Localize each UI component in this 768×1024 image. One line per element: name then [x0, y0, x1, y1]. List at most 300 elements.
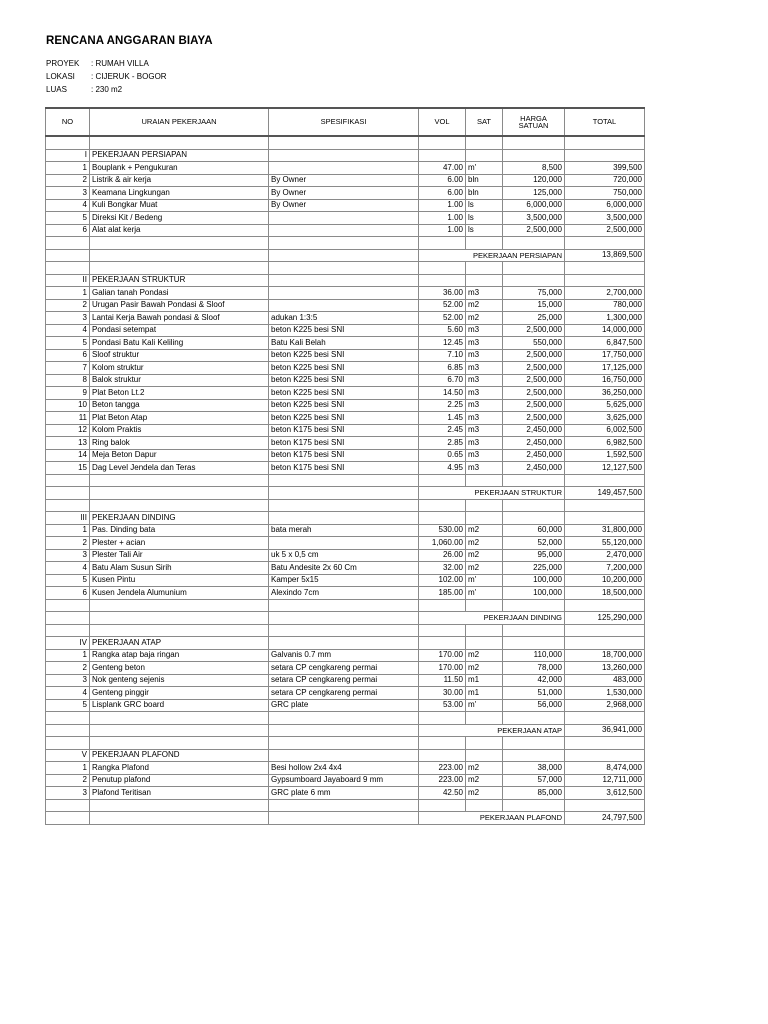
item-volume: 30.00 [419, 687, 466, 700]
item-number: 2 [46, 299, 90, 312]
item-description: Ring balok [90, 437, 269, 450]
empty-cell [503, 749, 565, 762]
section-number: V [46, 749, 90, 762]
item-total: 6,847,500 [565, 337, 645, 350]
item-specification [269, 162, 419, 175]
empty-cell [503, 499, 565, 512]
item-number: 6 [46, 349, 90, 362]
empty-cell [46, 712, 90, 725]
table-row [46, 349, 645, 362]
item-specification: beton K225 besi SNI [269, 362, 419, 375]
item-total: 2,500,000 [565, 224, 645, 237]
project-info [46, 57, 167, 96]
empty-cell [269, 474, 419, 487]
empty-cell [466, 599, 503, 612]
item-number: 4 [46, 324, 90, 337]
item-description: Pondasi setempat [90, 324, 269, 337]
section-number: I [46, 149, 90, 162]
item-number: 13 [46, 437, 90, 450]
item-volume: 14.50 [419, 387, 466, 400]
item-number: 1 [46, 287, 90, 300]
item-number: 2 [46, 662, 90, 675]
empty-cell [90, 499, 269, 512]
item-unit-price: 2,450,000 [503, 437, 565, 450]
item-number: 7 [46, 362, 90, 375]
empty-cell [466, 737, 503, 750]
table-row [46, 399, 645, 412]
empty-cell [90, 712, 269, 725]
item-number: 4 [46, 687, 90, 700]
item-number: 3 [46, 187, 90, 200]
item-volume: 7.10 [419, 349, 466, 362]
item-specification: By Owner [269, 187, 419, 200]
blank-row [46, 262, 645, 275]
item-description: Lantai Kerja Bawah pondasi & Sloof [90, 312, 269, 325]
table-header [46, 108, 645, 136]
item-total: 3,500,000 [565, 212, 645, 225]
item-unit-price: 42,000 [503, 674, 565, 687]
item-description: Rangka Plafond [90, 762, 269, 775]
empty-cell [46, 624, 90, 637]
item-specification: setara CP cengkareng permai [269, 662, 419, 675]
empty-cell [419, 149, 466, 162]
item-total: 3,625,000 [565, 412, 645, 425]
item-total: 14,000,000 [565, 324, 645, 337]
section-header-row [46, 274, 645, 287]
empty-cell [269, 812, 419, 825]
project-label: PROYEK [46, 59, 80, 68]
item-unit-price: 6,000,000 [503, 199, 565, 212]
item-total: 31,800,000 [565, 524, 645, 537]
empty-cell [466, 149, 503, 162]
item-volume: 36.00 [419, 287, 466, 300]
empty-cell [46, 724, 90, 737]
item-description: Listrik & air kerja [90, 174, 269, 187]
empty-cell [466, 499, 503, 512]
item-unit: m3 [466, 412, 503, 425]
empty-cell [90, 237, 269, 250]
empty-cell [419, 274, 466, 287]
item-number: 4 [46, 199, 90, 212]
empty-cell [565, 149, 645, 162]
item-total: 12,127,500 [565, 462, 645, 475]
empty-cell [46, 737, 90, 750]
item-description: Kusen Pintu [90, 574, 269, 587]
item-volume: 1.00 [419, 199, 466, 212]
item-unit-price: 25,000 [503, 312, 565, 325]
empty-cell [90, 612, 269, 625]
section-title: PEKERJAAN PERSIAPAN [90, 149, 269, 162]
empty-cell [466, 262, 503, 275]
empty-cell [503, 512, 565, 525]
item-volume: 6.70 [419, 374, 466, 387]
item-total: 10,200,000 [565, 574, 645, 587]
table-row [46, 212, 645, 225]
empty-cell [46, 612, 90, 625]
item-volume: 1,060.00 [419, 537, 466, 550]
table-row [46, 699, 645, 712]
item-specification: beton K175 besi SNI [269, 424, 419, 437]
item-total: 13,260,000 [565, 662, 645, 675]
empty-cell [269, 274, 419, 287]
table-row [46, 649, 645, 662]
table-row [46, 387, 645, 400]
item-specification: Batu Kali Belah [269, 337, 419, 350]
empty-cell [269, 637, 419, 650]
document-title: RENCANA ANGGARAN BIAYA [46, 35, 213, 47]
blank-row [46, 624, 645, 637]
item-total: 399,500 [565, 162, 645, 175]
empty-cell [503, 624, 565, 637]
item-unit-price: 2,500,000 [503, 399, 565, 412]
empty-cell [419, 799, 466, 812]
empty-cell [565, 237, 645, 250]
item-unit: m3 [466, 362, 503, 375]
item-number: 11 [46, 412, 90, 425]
empty-cell [419, 262, 466, 275]
empty-cell [419, 624, 466, 637]
item-specification: beton K225 besi SNI [269, 387, 419, 400]
table-row [46, 362, 645, 375]
item-number: 14 [46, 449, 90, 462]
item-unit: bln [466, 187, 503, 200]
section-number: IV [46, 637, 90, 650]
empty-cell [466, 237, 503, 250]
subtotal-row [46, 724, 645, 737]
empty-cell [269, 712, 419, 725]
item-unit-price: 2,500,000 [503, 374, 565, 387]
item-unit-price: 225,000 [503, 562, 565, 575]
item-volume: 53.00 [419, 699, 466, 712]
empty-cell [466, 624, 503, 637]
empty-cell [565, 474, 645, 487]
subtotal-label: PEKERJAAN ATAP [419, 724, 565, 737]
empty-cell [46, 812, 90, 825]
item-unit-price: 2,450,000 [503, 462, 565, 475]
item-unit-price: 15,000 [503, 299, 565, 312]
empty-cell [565, 624, 645, 637]
empty-cell [419, 749, 466, 762]
item-number: 3 [46, 312, 90, 325]
empty-cell [46, 237, 90, 250]
empty-cell [466, 512, 503, 525]
empty-cell [419, 599, 466, 612]
item-number: 1 [46, 649, 90, 662]
item-unit: m3 [466, 337, 503, 350]
item-description: Kolom struktur [90, 362, 269, 375]
empty-cell [565, 637, 645, 650]
empty-cell [419, 237, 466, 250]
blank-row [46, 712, 645, 725]
item-unit-price: 95,000 [503, 549, 565, 562]
item-volume: 2.25 [419, 399, 466, 412]
blank-row [46, 499, 645, 512]
empty-cell [269, 136, 419, 149]
item-description: Dag Level Jendela dan Teras [90, 462, 269, 475]
item-unit-price: 2,500,000 [503, 412, 565, 425]
item-specification: Galvanis 0.7 mm [269, 649, 419, 662]
item-total: 750,000 [565, 187, 645, 200]
item-description: Alat alat kerja [90, 224, 269, 237]
item-unit: m2 [466, 787, 503, 800]
item-unit: m2 [466, 649, 503, 662]
empty-cell [503, 637, 565, 650]
blank-row [46, 474, 645, 487]
item-unit-price: 100,000 [503, 574, 565, 587]
item-unit-price: 125,000 [503, 187, 565, 200]
empty-cell [90, 624, 269, 637]
item-specification: beton K225 besi SNI [269, 324, 419, 337]
item-number: 15 [46, 462, 90, 475]
item-volume: 42.50 [419, 787, 466, 800]
item-specification: By Owner [269, 199, 419, 212]
table-body [46, 136, 645, 824]
subtotal-row [46, 612, 645, 625]
empty-cell [503, 737, 565, 750]
item-specification: beton K175 besi SNI [269, 462, 419, 475]
subtotal-value: 24,797,500 [565, 812, 645, 825]
item-specification: Besi hollow 2x4 4x4 [269, 762, 419, 775]
item-total: 1,592,500 [565, 449, 645, 462]
item-volume: 5.60 [419, 324, 466, 337]
location-label: LOKASI [46, 72, 75, 81]
item-description: Direksi Kit / Bedeng [90, 212, 269, 225]
item-volume: 223.00 [419, 774, 466, 787]
item-total: 7,200,000 [565, 562, 645, 575]
item-number: 3 [46, 787, 90, 800]
item-unit: m' [466, 587, 503, 600]
empty-cell [46, 487, 90, 500]
empty-cell [90, 262, 269, 275]
empty-cell [466, 637, 503, 650]
item-volume: 1.45 [419, 412, 466, 425]
section-header-row [46, 749, 645, 762]
blank-row [46, 136, 645, 149]
subtotal-value: 13,869,500 [565, 249, 645, 262]
section-title: PEKERJAAN DINDING [90, 512, 269, 525]
item-volume: 1.00 [419, 212, 466, 225]
empty-cell [466, 749, 503, 762]
item-volume: 52.00 [419, 312, 466, 325]
item-volume: 2.85 [419, 437, 466, 450]
item-unit: m3 [466, 462, 503, 475]
subtotal-row [46, 249, 645, 262]
table-row [46, 662, 645, 675]
subtotal-value: 149,457,500 [565, 487, 645, 500]
item-number: 2 [46, 774, 90, 787]
item-total: 55,120,000 [565, 537, 645, 550]
empty-cell [419, 474, 466, 487]
empty-cell [565, 274, 645, 287]
item-description: Beton tangga [90, 399, 269, 412]
item-description: Genteng beton [90, 662, 269, 675]
item-volume: 170.00 [419, 649, 466, 662]
item-specification: Batu Andesite 2x 60 Cm [269, 562, 419, 575]
item-volume: 4.95 [419, 462, 466, 475]
table-row [46, 324, 645, 337]
empty-cell [46, 599, 90, 612]
empty-cell [46, 262, 90, 275]
item-number: 10 [46, 399, 90, 412]
section-header-row [46, 149, 645, 162]
empty-cell [269, 724, 419, 737]
table-row [46, 562, 645, 575]
item-unit: m' [466, 574, 503, 587]
item-specification [269, 224, 419, 237]
item-volume: 1.00 [419, 224, 466, 237]
table-row [46, 424, 645, 437]
item-unit: m1 [466, 687, 503, 700]
item-specification: Kamper 5x15 [269, 574, 419, 587]
item-unit-price: 85,000 [503, 787, 565, 800]
item-unit-price: 2,500,000 [503, 387, 565, 400]
item-unit: m' [466, 162, 503, 175]
table-row [46, 449, 645, 462]
blank-row [46, 799, 645, 812]
empty-cell [565, 712, 645, 725]
empty-cell [90, 136, 269, 149]
item-total: 5,625,000 [565, 399, 645, 412]
item-volume: 6.85 [419, 362, 466, 375]
empty-cell [269, 799, 419, 812]
item-specification: beton K225 besi SNI [269, 374, 419, 387]
item-description: Kolom Praktis [90, 424, 269, 437]
subtotal-row [46, 812, 645, 825]
item-unit: ls [466, 224, 503, 237]
table-row [46, 187, 645, 200]
empty-cell [419, 637, 466, 650]
item-total: 780,000 [565, 299, 645, 312]
item-number: 8 [46, 374, 90, 387]
item-total: 8,474,000 [565, 762, 645, 775]
table-row [46, 374, 645, 387]
subtotal-label: PEKERJAAN STRUKTUR [419, 487, 565, 500]
item-description: Nok genteng sejenis [90, 674, 269, 687]
header-spesifikasi: SPESIFIKASI [269, 108, 419, 136]
item-volume: 32.00 [419, 562, 466, 575]
item-number: 5 [46, 699, 90, 712]
header-uraian: URAIAN PEKERJAAN [90, 108, 269, 136]
item-description: Galian tanah Pondasi [90, 287, 269, 300]
item-specification: setara CP cengkareng permai [269, 687, 419, 700]
table-row [46, 574, 645, 587]
empty-cell [565, 512, 645, 525]
empty-cell [466, 712, 503, 725]
item-description: Bouplank + Pengukuran [90, 162, 269, 175]
section-title: PEKERJAAN STRUKTUR [90, 274, 269, 287]
item-unit-price: 78,000 [503, 662, 565, 675]
empty-cell [565, 136, 645, 149]
empty-cell [419, 512, 466, 525]
item-unit: m3 [466, 374, 503, 387]
table-row [46, 199, 645, 212]
empty-cell [466, 799, 503, 812]
item-unit-price: 110,000 [503, 649, 565, 662]
item-unit: m3 [466, 387, 503, 400]
item-unit: m3 [466, 424, 503, 437]
table-row [46, 762, 645, 775]
item-number: 3 [46, 674, 90, 687]
item-total: 18,700,000 [565, 649, 645, 662]
section-header-row [46, 637, 645, 650]
item-description: Plester + acian [90, 537, 269, 550]
item-volume: 6.00 [419, 174, 466, 187]
item-total: 17,125,000 [565, 362, 645, 375]
item-unit: m2 [466, 537, 503, 550]
subtotal-label: PEKERJAAN DINDING [419, 612, 565, 625]
item-specification: adukan 1:3:5 [269, 312, 419, 325]
item-unit-price: 51,000 [503, 687, 565, 700]
item-number: 1 [46, 524, 90, 537]
item-unit: m2 [466, 662, 503, 675]
item-specification [269, 212, 419, 225]
subtotal-label: PEKERJAAN PERSIAPAN [419, 249, 565, 262]
empty-cell [269, 749, 419, 762]
item-number: 3 [46, 549, 90, 562]
item-description: Kusen Jendela Alumunium [90, 587, 269, 600]
empty-cell [90, 487, 269, 500]
item-unit-price: 2,500,000 [503, 224, 565, 237]
item-unit: m2 [466, 774, 503, 787]
header-vol: VOL [419, 108, 466, 136]
empty-cell [565, 599, 645, 612]
item-unit-price: 550,000 [503, 337, 565, 350]
item-volume: 185.00 [419, 587, 466, 600]
empty-cell [565, 499, 645, 512]
section-title: PEKERJAAN PLAFOND [90, 749, 269, 762]
item-number: 2 [46, 174, 90, 187]
table-row [46, 537, 645, 550]
item-volume: 52.00 [419, 299, 466, 312]
table-row [46, 412, 645, 425]
blank-row [46, 599, 645, 612]
empty-cell [90, 599, 269, 612]
table-row [46, 549, 645, 562]
item-unit-price: 8,500 [503, 162, 565, 175]
item-number: 12 [46, 424, 90, 437]
item-total: 16,750,000 [565, 374, 645, 387]
item-unit: m2 [466, 549, 503, 562]
item-description: Balok struktur [90, 374, 269, 387]
item-unit-price: 60,000 [503, 524, 565, 537]
empty-cell [269, 624, 419, 637]
empty-cell [269, 487, 419, 500]
item-number: 1 [46, 162, 90, 175]
item-specification [269, 299, 419, 312]
item-specification: beton K225 besi SNI [269, 349, 419, 362]
item-number: 6 [46, 224, 90, 237]
section-header-row [46, 512, 645, 525]
item-unit-price: 57,000 [503, 774, 565, 787]
item-volume: 2.45 [419, 424, 466, 437]
item-specification: GRC plate [269, 699, 419, 712]
item-specification: setara CP cengkareng permai [269, 674, 419, 687]
table-row [46, 787, 645, 800]
item-unit: m3 [466, 349, 503, 362]
empty-cell [90, 812, 269, 825]
table-row [46, 287, 645, 300]
item-unit: m' [466, 699, 503, 712]
empty-cell [90, 249, 269, 262]
item-volume: 0.65 [419, 449, 466, 462]
table-row [46, 162, 645, 175]
item-volume: 170.00 [419, 662, 466, 675]
item-description: Keamana Lingkungan [90, 187, 269, 200]
item-number: 2 [46, 537, 90, 550]
location-info-row [46, 70, 167, 83]
empty-cell [269, 262, 419, 275]
item-unit-price: 120,000 [503, 174, 565, 187]
